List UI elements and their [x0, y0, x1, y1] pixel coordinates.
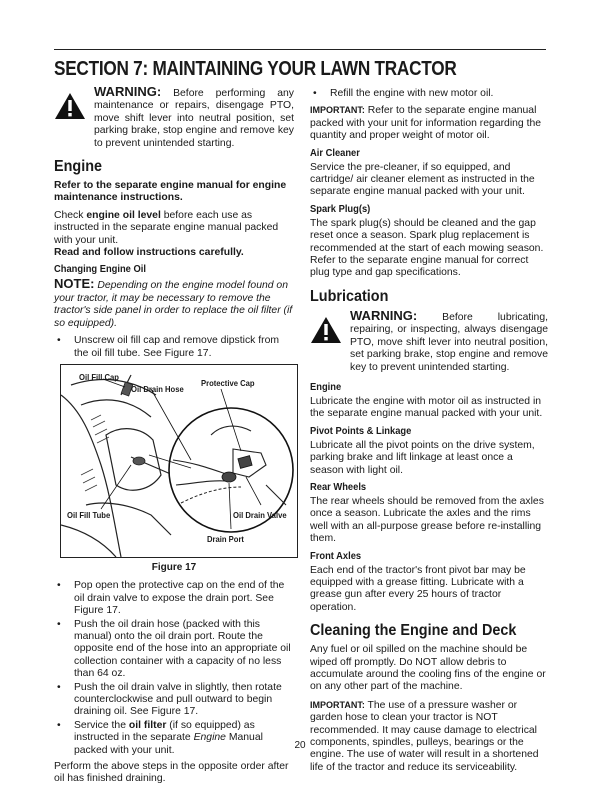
important-label: IMPORTANT:	[310, 699, 365, 710]
pivot-points-heading: Pivot Points & Linkage	[310, 425, 412, 437]
lub-engine-text: Lubricate the engine with motor oil as instructed in the separate engine manual packed with your unit.	[310, 395, 543, 420]
callout-oil-drain-valve: Oil Drain Valve	[233, 509, 287, 520]
figure-17	[60, 364, 298, 558]
list-item: • Unscrew oil fill cap and remove dipstick from the oil fill tube. See Figure 17.	[54, 335, 294, 360]
lub-engine-heading: Engine	[310, 381, 342, 393]
air-cleaner-heading: Air Cleaner	[310, 147, 360, 159]
callout-protective-cap: Protective Cap	[201, 377, 255, 388]
warning-label: WARNING:	[94, 84, 162, 99]
list-item: • Push the oil drain valve in slightly, then rotate counterclockwise and pull outward to begin draining oil. See Figure 17.	[54, 682, 294, 719]
oil-check-prefix: Check	[54, 209, 87, 221]
closing-paragraph: Perform the above steps in the opposite order after oil has finished draining.	[54, 761, 289, 785]
cleaning-heading: Cleaning the Engine and Deck	[310, 622, 517, 640]
oil-check-suffix: before each use as instructed in the separate engine manual packed with your unit.	[54, 209, 279, 246]
important-label: IMPORTANT:	[310, 105, 365, 116]
header-rule	[54, 49, 546, 50]
filter-italic: Engine	[193, 732, 226, 744]
warning-label: WARNING:	[350, 307, 418, 323]
changing-oil-heading: Changing Engine Oil	[54, 264, 146, 276]
important-paragraph-2	[310, 699, 548, 774]
rear-wheels-text: The rear wheels should be removed from the axles once a season. Lubricate the axles and the rims well with an all-purpose grease before re-installing them.	[310, 495, 544, 545]
front-axles-heading: Front Axles	[310, 550, 362, 562]
oil-check-bold: engine oil level	[86, 209, 161, 221]
important-text: Refer to the separate engine manual packed with your unit for information regarding the quantity and proper weight of motor oil.	[310, 105, 542, 142]
note-label: NOTE:	[54, 276, 95, 292]
engine-intro: Refer to the separate engine manual for engine maintenance instructions.	[54, 180, 287, 204]
right-column	[310, 88, 548, 779]
filter-prefix: Service the	[74, 719, 129, 731]
engine-heading: Engine	[54, 158, 103, 176]
callout-oil-fill-tube: Oil Fill Tube	[67, 509, 111, 520]
callout-oil-fill-cap: Oil Fill Cap	[79, 371, 119, 382]
warning-text: Before lubricating, repairing, or inspecting, always disengage PTO, move shift lever into neutral position, set parking brake, stop engine and remove key to prevent unintended starting.	[350, 311, 548, 373]
filter-suffix: Manual packed with your unit.	[74, 732, 263, 756]
bullets-after-figure	[54, 580, 294, 757]
bullets-before-figure	[54, 335, 294, 360]
list-item: • Push the oil drain hose (packed with this manual) onto the oil drain port. Route the opposite end of the hose into an appropriate oil collection container with a capacity of no less than 64 oz.	[54, 619, 294, 681]
warning-text: Before performing any maintenance or repairs, disengage PTO, move shift lever into neutral position, set parking brake, stop engine and remove key to prevent unintended starting.	[94, 88, 294, 149]
filter-middle: (if so equipped) as instructed in the separate	[74, 719, 255, 744]
warning-block-2	[310, 307, 548, 374]
important-text: The use of a pressure washer or garden hose to clean your tractor is NOT recommended. It may cause damage to electrical components, spindles, pulleys, bearings or the engine. The use of water will result in a shortened life of the tractor and reduce its serviceability.	[310, 699, 539, 773]
important-paragraph-1	[310, 104, 548, 142]
left-column	[54, 86, 294, 791]
callout-oil-drain-hose: Oil Drain Hose	[131, 383, 184, 394]
filter-bold: oil filter	[128, 719, 167, 731]
pivot-points-text: Lubricate all the pivot points on the drive system, parking brake and lift linkage at least once a season with light oil.	[310, 439, 535, 476]
note-paragraph	[54, 278, 294, 330]
warning-block	[54, 86, 294, 150]
list-item: • Refill the engine with new motor oil.	[310, 88, 548, 100]
page-number: 20	[294, 740, 306, 751]
oil-check-paragraph	[54, 210, 294, 247]
lubrication-heading: Lubrication	[310, 287, 389, 305]
warning-triangle-icon	[310, 316, 342, 344]
section-title: SECTION 7: MAINTAINING YOUR LAWN TRACTOR	[54, 58, 457, 80]
spark-plug-heading: Spark Plug(s)	[310, 203, 371, 215]
callout-drain-port: Drain Port	[207, 533, 244, 544]
air-cleaner-text: Service the pre-cleaner, if so equipped, and cartridge/ air cleaner element as instructed in the separate engine manual packed with your unit.	[310, 161, 535, 198]
rear-wheels-heading: Rear Wheels	[310, 481, 367, 493]
list-item-oil-filter	[54, 720, 294, 757]
cleaning-text: Any fuel or oil spilled on the machine should be wiped off promptly. Do NOT allow debris to accumulate around the cooling fins of the engine or on any other part of the machine.	[310, 644, 546, 693]
front-axles-text: Each end of the tractor's front pivot bar may be equipped with a grease fitting. Lubricate with a grease gun after every 25 hours of tractor operation.	[310, 564, 526, 613]
spark-plug-text: The spark plug(s) should be cleaned and the gap reset once a season. Spark plug replacement is recommended at the start of each mowing season. Refer to the separate engine manual for correct plug type and gap specifications.	[310, 217, 544, 279]
list-item: • Pop open the protective cap on the end of the oil drain valve to expose the drain port. See Figure 17.	[54, 580, 294, 617]
refill-list	[310, 88, 548, 100]
warning-triangle-icon	[54, 92, 86, 120]
read-follow-text: Read and follow instructions carefully.	[54, 247, 244, 259]
note-text: Depending on the engine model found on your tractor, it may be necessary to remove the tractor's side panel in order to replace the oil filter (if so equipped).	[54, 280, 293, 329]
figure-caption: Figure 17	[151, 561, 197, 573]
